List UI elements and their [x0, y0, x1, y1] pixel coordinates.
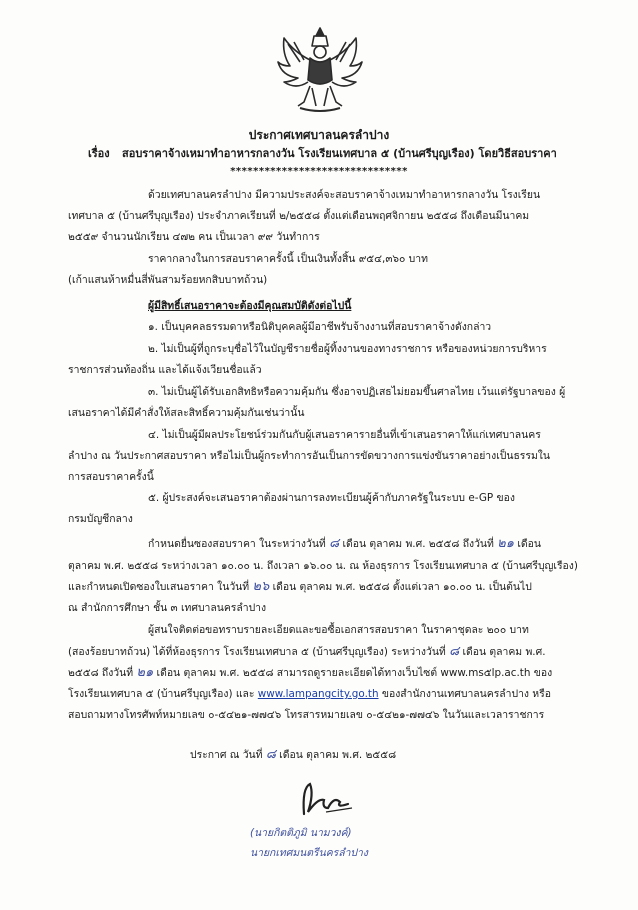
p1-line-2: เทศบาล ๕ (บ้านศรีบุญเรือง) ประจำภาคเรียนที่ ๒/๒๕๕๘ ตั้งแต่เดือนพฤศจิกายน ๒๕๕๘ ถึงเดือนมีนาคม: [68, 210, 530, 222]
city-website-link[interactable]: www.lampangcity.go.th: [257, 688, 379, 700]
p1-line-3: ๒๕๕๙ จำนวนนักเรียน ๔๗๒ คน เป็นเวลา ๙๙ วันทำการ: [68, 231, 320, 243]
qualification-4-line-3: การสอบราคาครั้งนี้: [68, 471, 154, 483]
signature-icon: [296, 778, 356, 820]
documents-line-2: (สองร้อยบาทถ้วน) ได้ที่ห้องธุรการ โรงเรียนเทศบาล ๕ (บ้านศรีบุญเรือง) ระหว่างวันที่ ๘ เดือน ตุลาคม พ.ศ.: [68, 644, 546, 659]
qualification-2-line-2: ราชการส่วนท้องถิ่น และได้แจ้งเวียนชื่อแล้ว: [68, 364, 262, 376]
documents-line-1: ผู้สนใจติดต่อขอทราบรายละเอียดและขอซื้อเอกสารสอบราคา ในราคาชุดละ ๒๐๐ บาท: [148, 624, 529, 636]
qualification-2-line-1: ๒. ไม่เป็นผู้ที่ถูกระบุชื่อไว้ในบัญชีรายชื่อผู้ทิ้งงานของทางราชการ หรือของหน่วยการบริหาร: [148, 343, 547, 355]
qualification-3-line-2: เสนอราคาได้มีคำสั่งให้สละสิทธิ์ความคุ้มกันเช่นว่านั้น: [68, 407, 305, 419]
handwritten-date-start: ๘: [329, 536, 340, 551]
documents-line-5: สอบถามทางโทรศัพท์หมายเลข ๐-๕๔๒๑-๗๗๔๖ โทรสารหมายเลข ๐-๕๔๒๑-๗๗๔๖ ในวันและเวลาราชการ: [68, 709, 545, 721]
qualification-heading: ผู้มีสิทธิ์เสนอราคาจะต้องมีคุณสมบัติดังต่อไปนี้: [148, 300, 352, 312]
qualification-4-line-1: ๔. ไม่เป็นผู้มีผลประโยชน์ร่วมกันกับผู้เสนอราคารายอื่นที่เข้าเสนอราคาให้แก่เทศบาลนคร: [148, 429, 541, 441]
subject-text: สอบราคาจ้างเหมาทำอาหารกลางวัน โรงเรียนเทศบาล ๕ (บ้านศรีบุญเรือง) โดยวิธีสอบราคา: [122, 147, 557, 160]
star-divider: *******************************: [230, 166, 408, 177]
median-price-line: ราคากลางในการสอบราคาครั้งนี้ เป็นเงินทั้งสิ้น ๙๕๔,๓๖๐ บาท: [148, 253, 428, 265]
qualification-1: ๑. เป็นบุคคลธรรมดาหรือนิติบุคคลผู้มีอาชีพรับจ้างงานที่สอบราคาจ้างดังกล่าว: [148, 321, 492, 333]
handwritten-date-docs-end: ๒๑: [136, 665, 154, 680]
handwritten-date-end: ๒๑: [497, 536, 514, 551]
qualification-5-line-1: ๕. ผู้ประสงค์จะเสนอราคาต้องผ่านการลงทะเบียนผู้ค้ากับภาครัฐในระบบ e-GP ของ: [148, 492, 515, 504]
submission-schedule-line-2: ตุลาคม พ.ศ. ๒๕๕๘ ระหว่างเวลา ๑๐.๐๐ น. ถึงเวลา ๑๖.๐๐ น. ณ ห้องธุรการ โรงเรียนเทศบาล ๕ (บ้านศรีบุญเรือง): [68, 560, 578, 572]
qualification-3-line-1: ๓. ไม่เป็นผู้ได้รับเอกสิทธิหรือความคุ้มกัน ซึ่งอาจปฏิเสธไม่ยอมขึ้นศาลไทย เว้นแต่รัฐบาลของ ผู้: [148, 386, 566, 398]
signer-title: นายกเทศมนตรีนครลำปาง: [250, 847, 368, 859]
announcement-title: ประกาศเทศบาลนครลำปาง: [248, 128, 390, 142]
documents-line-4: โรงเรียนเทศบาล ๕ (บ้านศรีบุญเรือง) และ www.lampangcity.go.th ของสำนักงานเทศบาลนครลำปาง หรือ: [68, 688, 551, 700]
opening-location-line: ณ สำนักการศึกษา ชั้น ๓ เทศบาลนครลำปาง: [68, 602, 267, 614]
signer-name: (นายกิตติภูมิ นามวงค์): [250, 827, 352, 839]
subject-line: [88, 147, 557, 161]
median-price-words: (เก้าแสนห้าหมื่นสี่พันสามร้อยหกสิบบาทถ้วน): [68, 274, 268, 286]
submission-schedule-line-1: กำหนดยื่นซองสอบราคา ในระหว่างวันที่ ๘ เดือน ตุลาคม พ.ศ. ๒๕๕๘ ถึงวันที่ ๒๑ เดือน: [148, 536, 541, 551]
garuda-emblem-icon: [270, 22, 370, 122]
qualification-4-line-2: ลำปาง ณ วันประกาศสอบราคา หรือไม่เป็นผู้กระทำการอันเป็นการขัดขวางการแข่งขันราคาอย่างเป็นธรรมใน: [68, 450, 550, 462]
opening-schedule-line: และกำหนดเปิดซองใบเสนอราคา ในวันที่ ๒๖ เดือน ตุลาคม พ.ศ. ๒๕๕๘ ตั้งแต่เวลา ๑๐.๐๐ น. เป็นต้นไป: [68, 579, 532, 594]
announcement-date-line: ประกาศ ณ วันที่ ๘ เดือน ตุลาคม พ.ศ. ๒๕๕๘: [190, 747, 397, 762]
p1-line-1: ด้วยเทศบาลนครลำปาง มีความประสงค์จะสอบราคาจ้างเหมาทำอาหารกลางวัน โรงเรียน: [148, 189, 541, 201]
handwritten-announce-day: ๘: [265, 747, 276, 762]
subject-label: เรื่อง: [88, 147, 110, 160]
handwritten-date-docs-start: ๘: [449, 644, 460, 659]
qualification-5-line-2: กรมบัญชีกลาง: [68, 513, 133, 525]
documents-line-3: ๒๕๕๘ ถึงวันที่ ๒๑ เดือน ตุลาคม พ.ศ. ๒๕๕๘ สามารถดูรายละเอียดได้ทางเว็บไซต์ www.ms๕lp.ac.th ของ: [68, 665, 553, 680]
handwritten-date-opening: ๒๖: [252, 579, 270, 594]
